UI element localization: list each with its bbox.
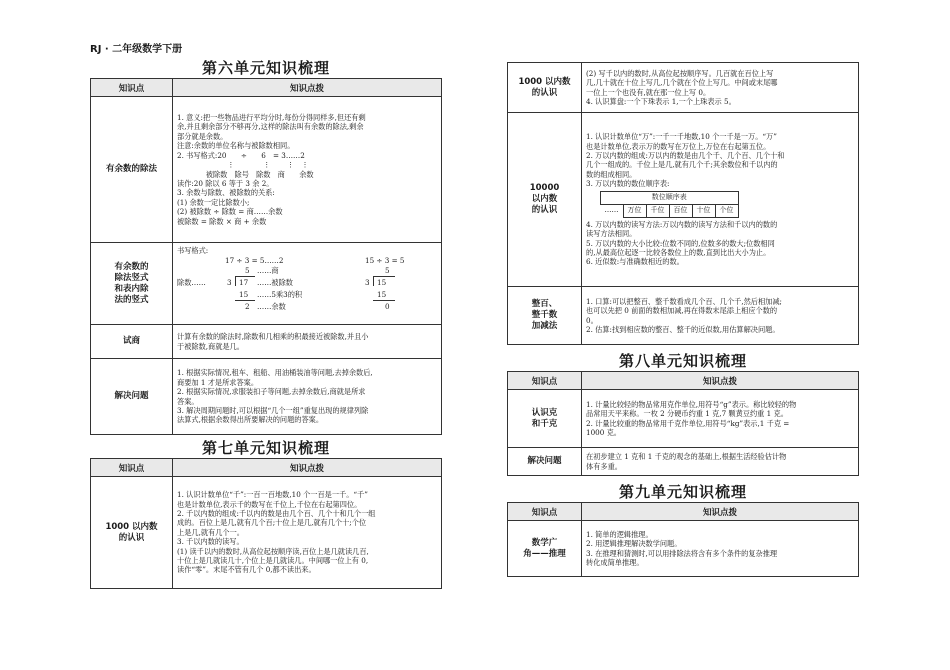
unit7-title: 第七单元知识梳理: [201, 439, 330, 457]
label-quotient: ……商: [257, 265, 279, 275]
unit7-table-right: [507, 62, 859, 345]
unit6-col-detail: 知识点拨: [173, 79, 442, 97]
text-line: 品常用天平来称。一枚 2 分硬币约重 1 克,7 颗黄豆约重 1 克。: [586, 409, 788, 419]
unit7-row3-content: [582, 287, 859, 345]
unit9-row1-kp: 数学广 角——推理: [508, 521, 582, 577]
text-line: (2) 被除数 ÷ 除数 = 商……余数: [177, 207, 283, 217]
unit7-table-left: [90, 458, 442, 589]
text-line: 3. 余数与除数、被除数的关系:: [177, 188, 275, 198]
unit7-row1-cont-kp: 1000 以内数 的认识: [508, 63, 582, 113]
unit7-row1-cont-content: [582, 63, 859, 113]
text-line: 读作“零”。末尾不管有几个 0,都不读出来。: [177, 565, 316, 575]
format-label: 书写格式:: [177, 245, 209, 255]
text-line: 也可以先把 0 前面的数相加减,再在得数末尾添上相应个数的: [586, 306, 778, 316]
divisor-1: 3: [227, 277, 232, 287]
text-line: 的,从最高位起逐一比较各数位上的数,直到比出大小为止。: [586, 247, 771, 257]
unit6-row4-kp: 解决问题: [91, 359, 173, 435]
text-line: 几个一组成的。千位上是几,就有几个千;其余数位和千以内的: [586, 160, 778, 170]
unit6-row2-kp: 有余数的 除法竖式 和表内除 法的竖式: [91, 243, 173, 325]
text-line: 2. 千以内数的组成:千以内的数是由几个百、几个十和几个一组: [177, 508, 376, 518]
product-2: 15: [377, 289, 387, 299]
place-qian: 千位: [646, 204, 669, 217]
label-product: ……5乘3的积: [257, 289, 303, 299]
text-line: 1. 认识计数单位“千”:一百一百地数,10 个一百是一千。“千”: [177, 490, 368, 500]
unit6-row1-kp: 有余数的除法: [91, 97, 173, 243]
unit9-col-kp: 知识点: [508, 503, 582, 521]
text-line: 数的组成相同。: [586, 169, 637, 179]
unit7-row2-content: [582, 113, 859, 287]
unit8-col-kp: 知识点: [508, 372, 582, 390]
text-line: 1. 口算:可以把整百、整千数看成几个百、几个千,然后相加减;: [586, 296, 782, 306]
divisor-2: 3: [365, 277, 370, 287]
quotient-2: 5: [385, 265, 390, 275]
dividend-2: 15: [377, 277, 387, 287]
place-wan: 万位: [623, 204, 646, 217]
label-divisor: 除数……: [177, 277, 206, 287]
unit6-row2-content: [173, 243, 442, 325]
unit8-title: 第八单元知识梳理: [618, 352, 747, 370]
text-line: ⋮ ⋮ ⋮ ⋮: [177, 160, 309, 170]
left-column: [90, 58, 442, 589]
text-line: 1000 克。: [586, 427, 621, 437]
text-line: 2. 估算:找到相应数的整百、整千的近似数,用估算解决问题。: [586, 324, 780, 334]
unit9-row1-content: [582, 521, 859, 577]
place-value-table: [600, 191, 739, 218]
text-line: 3. 万以内数的数位顺序表:: [586, 179, 670, 189]
text-line: 于被除数,商就是几。: [177, 341, 244, 351]
text-line: 0。: [586, 315, 598, 325]
unit9-col-detail: 知识点拨: [582, 503, 859, 521]
dividend-1: 17: [239, 277, 249, 287]
text-line: (2) 写千以内的数时,从高位起按顺序写。几百就在百位上写: [586, 68, 774, 78]
unit9-table: [507, 502, 859, 577]
text-line: 体有多重。: [586, 461, 622, 471]
unit6-row3-kp: 试商: [91, 325, 173, 359]
text-line: 部分就是余数。: [177, 131, 228, 141]
unit8-row1-content: [582, 390, 859, 448]
unit9-title: 第九单元知识梳理: [618, 483, 747, 501]
text-line: 1. 根据实际情况,租车、租船、用油桶装油等问题,去掉余数后,: [177, 368, 373, 378]
text-line: 3. 在推理和猜测时,可以用排除法将含有多个条件的复杂推理: [586, 548, 778, 558]
text-line: 被除数 除号 除数 商 余数: [177, 169, 314, 179]
text-line: 2. 书写格式:20 ÷ 6 = 3……2: [177, 150, 305, 160]
unit7-col-kp: 知识点: [91, 459, 173, 477]
text-line: 1. 意义:把一些物品进行平均分时,每份分得同样多,但还有剩: [177, 113, 366, 123]
equation-1: 17 ÷ 3 = 5……2: [225, 255, 284, 265]
unit7-row2-kp: 10000 以内数 的认识: [508, 113, 582, 287]
product-1: 15: [239, 289, 249, 299]
long-division-examples: [177, 246, 437, 322]
unit7-row3-kp: 整百、 整千数 加减法: [508, 287, 582, 345]
equation-2: 15 ÷ 3 = 5: [365, 255, 405, 265]
label-remainder: ……余数: [257, 301, 286, 311]
text-line: 2. 计量比较重的物品常用千克作单位,用符号“kg”表示,1 千克 =: [586, 418, 790, 428]
text-line: 上是几,就有几个一。: [177, 527, 244, 537]
text-line: 答案。: [177, 396, 199, 406]
text-line: 3. 千以内数的读写。: [177, 537, 244, 547]
text-line: 被除数 = 除数 × 商 + 余数: [177, 216, 267, 226]
unit8-row2-kp: 解决问题: [508, 448, 582, 476]
text-line: 计算有余数的除法时,除数和几相乘的积最接近被除数,并且小: [177, 332, 369, 342]
unit8-row2-content: [582, 448, 859, 476]
unit6-col-kp: 知识点: [91, 79, 173, 97]
text-line: 4. 认识算盘:一个下珠表示 1,一个上珠表示 5。: [586, 96, 736, 106]
unit8-row1-kp: 认识克 和千克: [508, 390, 582, 448]
text-line: 4. 万以内数的读写方法:万以内数的读写方法和千以内的数的: [586, 219, 778, 229]
text-line: 1. 认识计数单位“万”:一千一千地数,10 个一千是一万。“万”: [586, 132, 777, 142]
text-line: 3. 解决周期问题时,可以根据“几个一组”重复出现的规律列除: [177, 405, 369, 415]
text-line: 转化成简单推理。: [586, 557, 644, 567]
text-line: 在初步建立 1 克和 1 千克的观念的基础上,根据生活经验估计物: [586, 452, 787, 462]
text-line: 一位上一个也没有,就在那一位上写 0。: [586, 87, 711, 97]
text-line: (1) 余数一定比除数小;: [177, 197, 250, 207]
text-line: 2. 根据实际情况,求服装扣子等问题,去掉余数后,商就是所求: [177, 387, 366, 397]
text-line: 几,几十就在十位上写几,几个就在个位上写几。中间或末尾哪: [586, 78, 778, 88]
unit7-col-detail: 知识点拨: [173, 459, 442, 477]
text-line: 2. 用逻辑推理解决数学问题。: [586, 539, 682, 549]
place-shi: 十位: [692, 204, 715, 217]
text-line: 1. 计量比较轻的物品常用克作单位,用符号“g”表示。称比较轻的物: [586, 399, 797, 409]
unit8-col-detail: 知识点拨: [582, 372, 859, 390]
place-ge: 个位: [715, 204, 738, 217]
place-value-ellipsis: ……: [601, 204, 624, 217]
text-line: 2. 万以内数的组成:万以内的数是由几个千、几个百、几个十和: [586, 151, 785, 161]
text-line: 1. 简单的逻辑推理。: [586, 529, 653, 539]
text-line: 商要加 1 才是所求答案。: [177, 377, 259, 387]
text-line: 法算式,根据余数得出所要解决的问题的答案。: [177, 415, 324, 425]
place-bai: 百位: [669, 204, 692, 217]
text-line: 读作:20 除以 6 等于 3 余 2。: [177, 178, 274, 188]
page-header: RJ · 二年级数学下册: [90, 44, 183, 55]
unit7-row1-content: [173, 477, 442, 589]
text-line: (1) 读千以内的数时,从高位起按顺序读,百位上是几就读几百,: [177, 546, 369, 556]
label-dividend: ……被除数: [257, 277, 293, 287]
text-line: 读写方法相同。: [586, 229, 637, 239]
right-column: [507, 62, 859, 577]
quotient-1: 5: [245, 265, 250, 275]
text-line: 也是计数单位,表示万的数写在万位上,万位在右起第五位。: [586, 141, 771, 151]
text-line: 6. 近似数:与准确数相近的数。: [586, 257, 684, 267]
unit6-row1-content: [173, 97, 442, 243]
text-line: 十位上是几就读几十,个位上是几就读几。中间哪一位上有 0,: [177, 556, 369, 566]
remainder-2: 0: [385, 301, 390, 311]
unit7-row1-kp: 1000 以内数 的认识: [91, 477, 173, 589]
text-line: 注意:余数的单位名称与被除数相同。: [177, 141, 295, 151]
unit6-title: 第六单元知识梳理: [201, 59, 330, 77]
unit8-table: [507, 371, 859, 476]
text-line: 成的。百位上是几,就有几个百;十位上是几,就有几个十;个位: [177, 518, 367, 528]
remainder-1: 2: [245, 301, 250, 311]
place-value-title: 数位顺序表: [601, 191, 739, 204]
unit6-table: [90, 78, 442, 435]
unit6-row3-content: [173, 325, 442, 359]
unit6-row4-content: [173, 359, 442, 435]
text-line: 5. 万以内数的大小比较:位数不同的,位数多的数大;位数相同: [586, 238, 775, 248]
text-line: 也是计数单位,表示千的数写在千位上,千位在右起第四位。: [177, 499, 362, 509]
text-line: 余,并且剩余部分不够再分,这样的除法叫有余数的除法,剩余: [177, 122, 364, 132]
